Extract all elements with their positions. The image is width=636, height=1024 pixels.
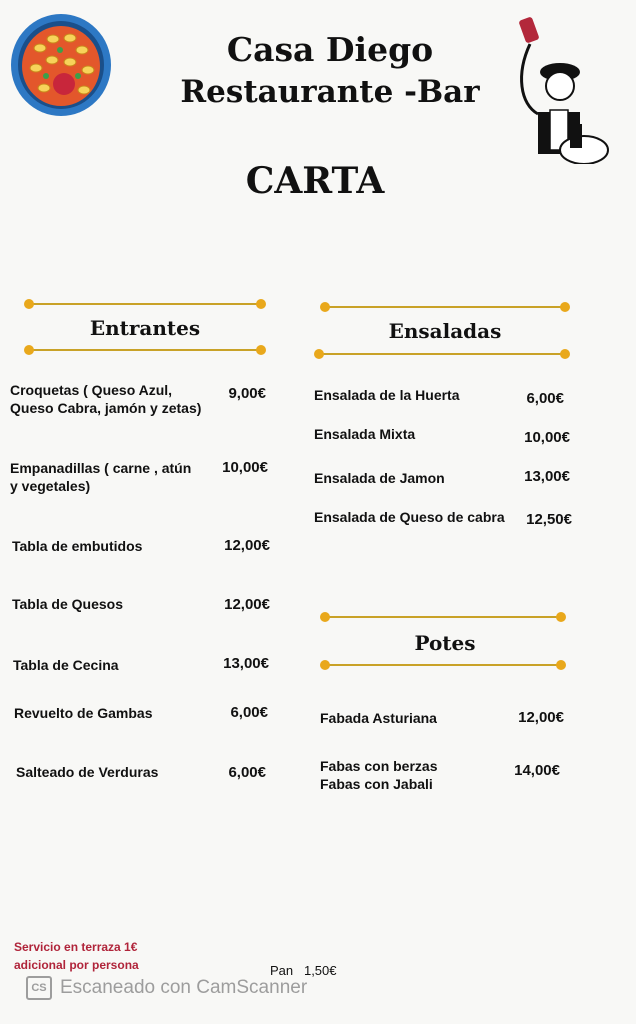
menu-item-price: 6,00€ — [526, 390, 564, 407]
menu-item-name: Fabas con berzas — [320, 758, 438, 774]
menu-item-price: 12,50€ — [526, 511, 572, 528]
terrace-service-note: Servicio en terraza 1€ adicional por persona — [14, 940, 139, 972]
menu-title: CARTA — [245, 160, 385, 202]
menu-item-price: 6,00€ — [230, 704, 268, 721]
menu-item-price: 12,00€ — [224, 596, 270, 613]
menu-item-price: 6,00€ — [228, 764, 266, 781]
menu-item-name: Ensalada Mixta — [314, 426, 416, 442]
restaurant-name: Casa Diego — [226, 30, 434, 69]
camscanner-watermark — [26, 976, 307, 1000]
menu-item-name: Empanadillas ( carne , atún y vegetales) — [10, 460, 192, 494]
menu-item-name: Tabla de embutidos — [12, 538, 143, 554]
menu-item-name: Tabla de Quesos — [12, 596, 123, 612]
menu-item-price: 12,00€ — [224, 537, 270, 554]
plate-logo-icon — [8, 12, 114, 118]
divider-bottom — [324, 664, 562, 666]
divider-top — [324, 306, 566, 308]
bread-price: Pan 1,50€ — [270, 963, 337, 978]
menu-item-name: Ensalada de Jamon — [314, 470, 445, 486]
section-title-entrantes: Entrantes — [89, 316, 201, 340]
menu-item-price: 13,00€ — [223, 655, 269, 672]
menu-item-name: Fabada Asturiana — [320, 710, 437, 726]
section-title-ensaladas: Ensaladas — [388, 319, 502, 343]
menu-item-name: Revuelto de Gambas — [14, 705, 153, 721]
menu-item-name: Croquetas ( Queso Azul, Queso Cabra, jamón y zetas) — [10, 382, 202, 416]
menu-item-price: 12,00€ — [518, 709, 564, 726]
menu-item-name: Tabla de Cecina — [13, 657, 119, 673]
divider-top — [28, 303, 262, 305]
restaurant-subtitle: Restaurante -Bar — [180, 74, 480, 110]
waiter-illustration-icon — [508, 14, 612, 164]
divider-bottom — [318, 353, 566, 355]
divider-bottom — [28, 349, 262, 351]
menu-item-price: 9,00€ — [228, 385, 266, 402]
section-title-potes: Potes — [414, 631, 476, 655]
divider-top — [324, 616, 562, 618]
camscanner-logo-icon: CS — [26, 976, 52, 1000]
menu-item-name-secondary: Fabas con Jabali — [320, 776, 433, 792]
menu-item-name: Ensalada de Queso de cabra — [314, 509, 505, 525]
menu-item-price: 13,00€ — [524, 468, 570, 485]
menu-item-price: 14,00€ — [514, 762, 560, 779]
menu-item-name: Ensalada de la Huerta — [314, 387, 460, 403]
menu-item-price: 10,00€ — [222, 459, 268, 476]
menu-item-name: Salteado de Verduras — [16, 764, 159, 780]
watermark-text: Escaneado con CamScanner — [60, 977, 308, 998]
menu-item-price: 10,00€ — [524, 429, 570, 446]
